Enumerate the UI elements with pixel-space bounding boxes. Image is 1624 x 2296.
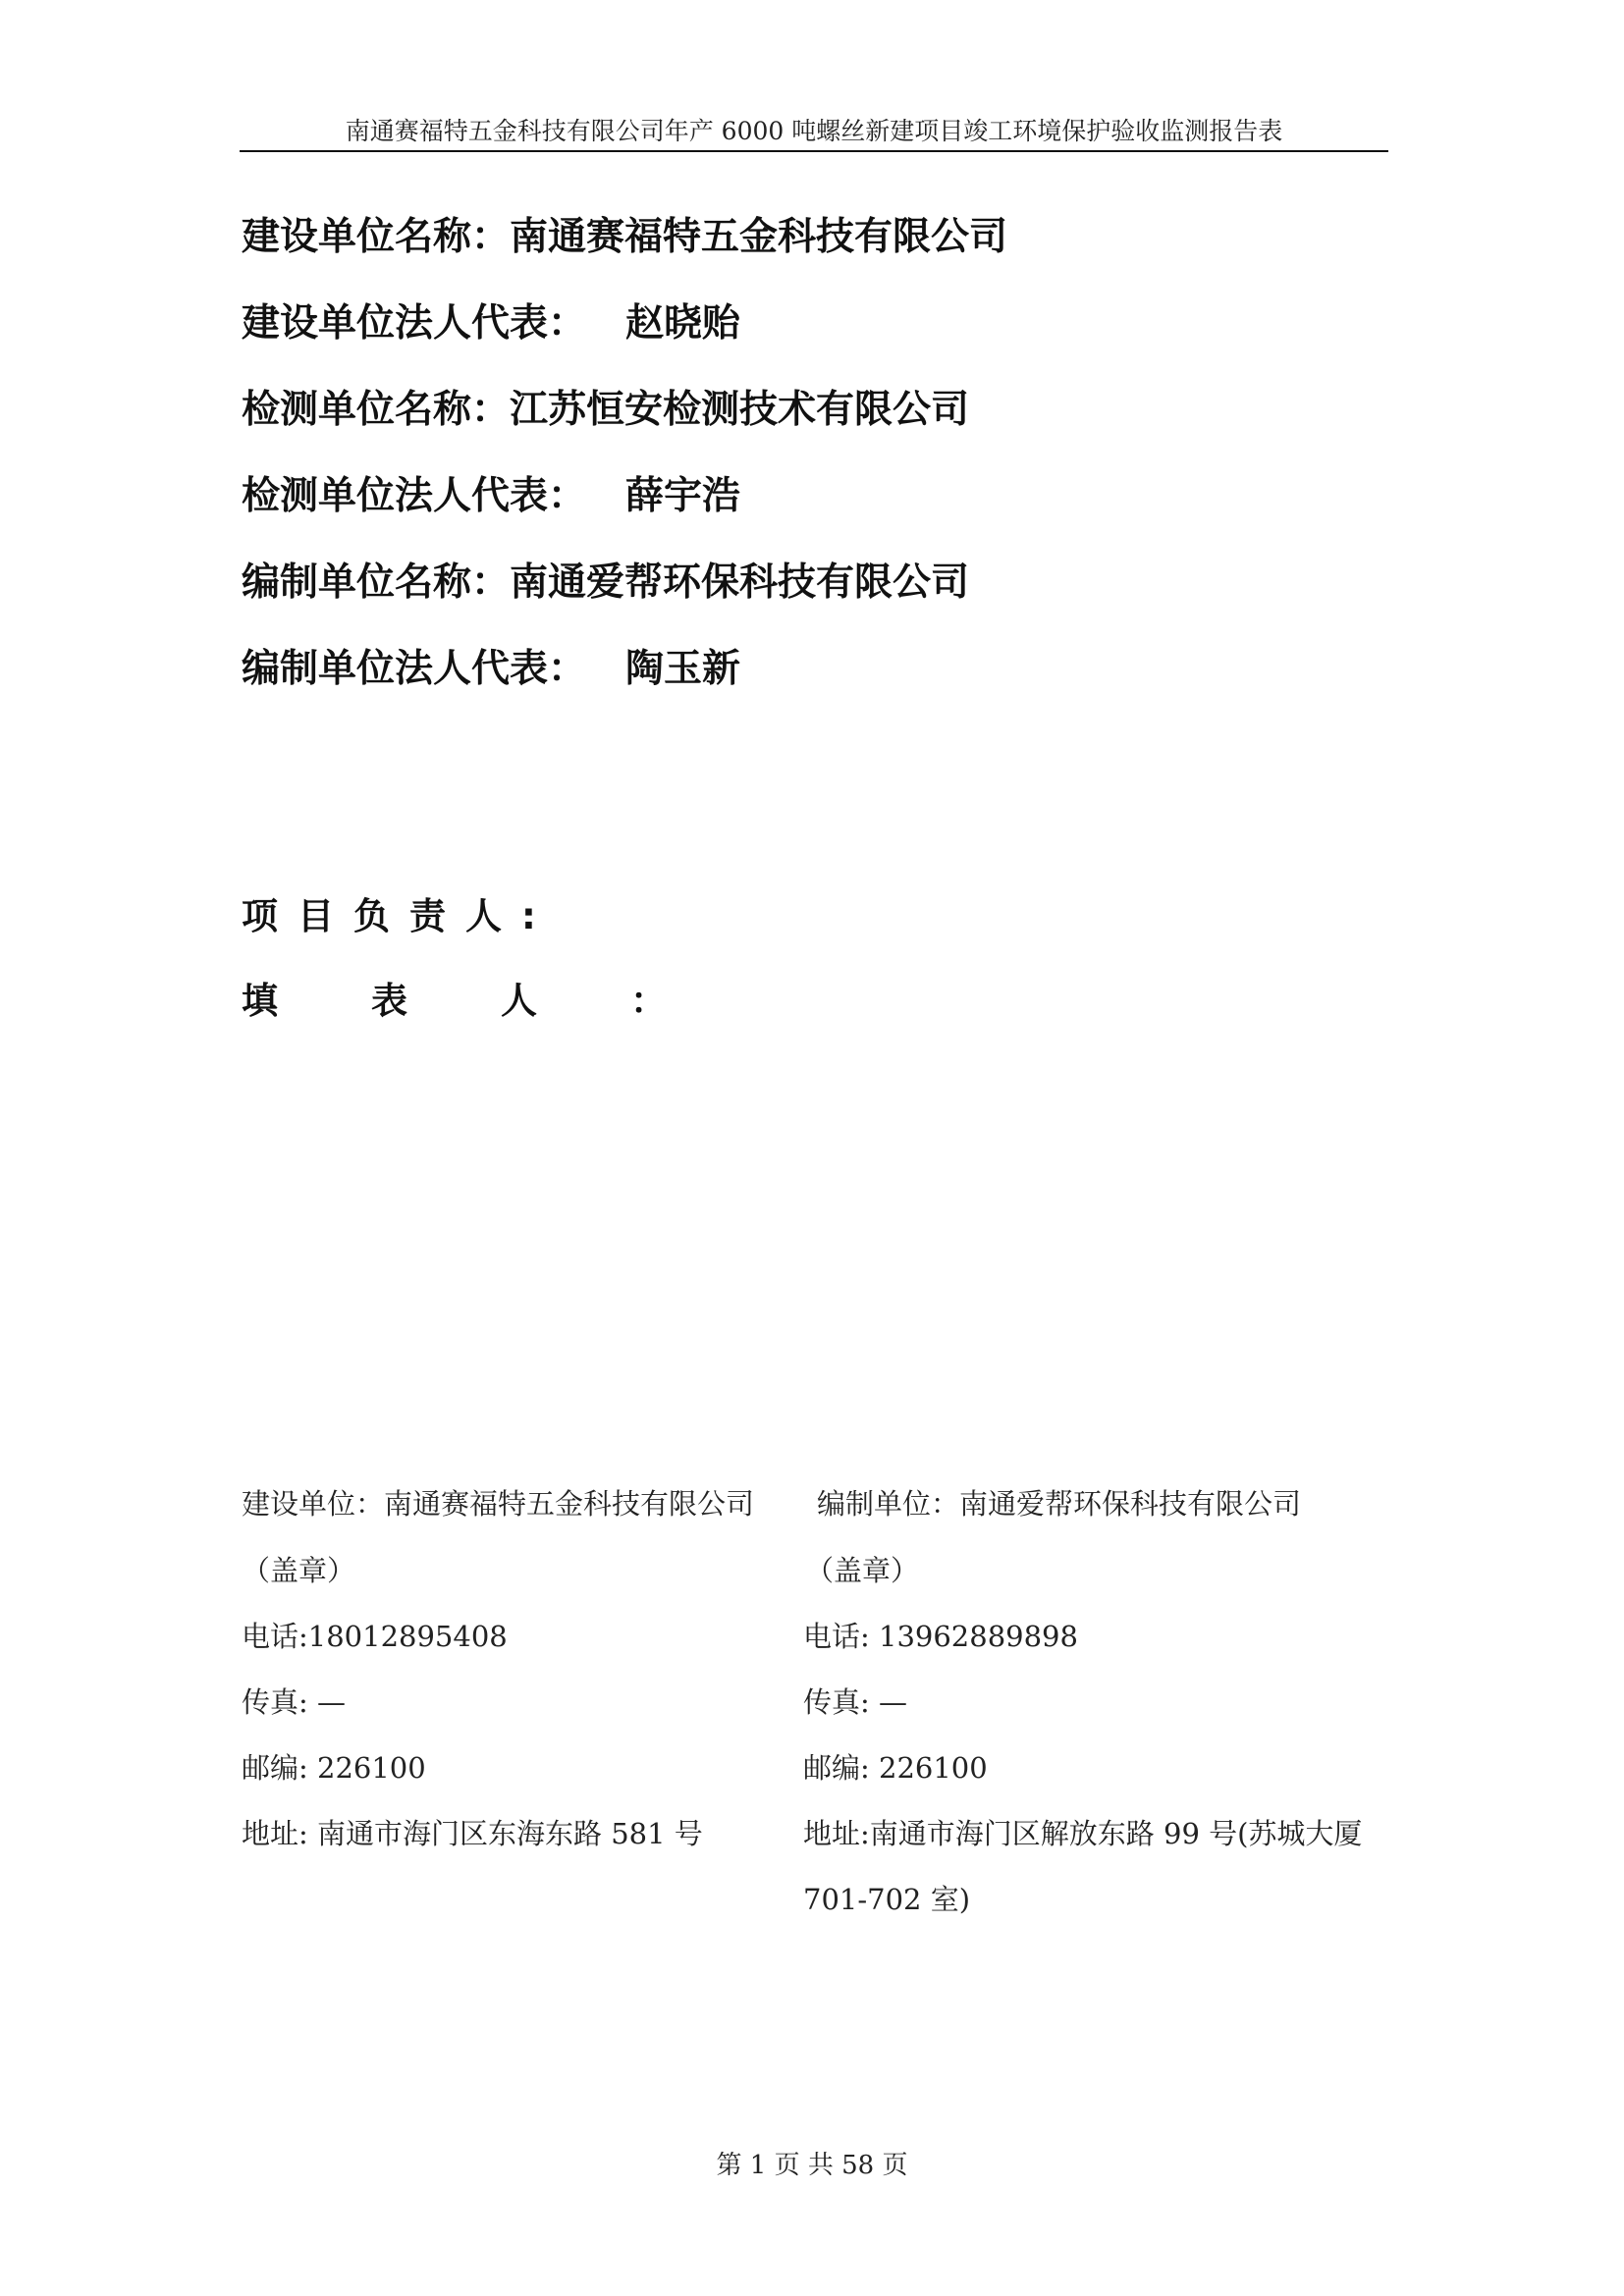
info-label: 检测单位法人代表： <box>242 474 587 518</box>
left-unit: 建设单位：南通赛福特五金科技有限公司 <box>242 1487 755 1521</box>
right-seal: （盖章） <box>805 1554 920 1587</box>
header-divider <box>240 150 1388 152</box>
info-value: 赵晓贻 <box>625 301 741 346</box>
right-address-line2: 701-702 室) <box>803 1883 971 1916</box>
right-phone: 电话: 13962889898 <box>803 1620 1078 1653</box>
info-label: 编制单位法人代表： <box>242 647 587 691</box>
info-testing-unit <box>242 383 969 438</box>
right-fax: 传真: — <box>803 1685 907 1719</box>
right-address-line1: 地址:南通市海门区解放东路 99 号(苏城大厦 <box>803 1817 1363 1850</box>
info-value: 江苏恒安检测技术有限公司 <box>510 388 970 432</box>
page-header-title: 南通赛福特五金科技有限公司年产 6000 吨螺丝新建项目竣工环境保护验收监测报告表 <box>345 117 1283 145</box>
left-seal: （盖章） <box>242 1554 356 1587</box>
info-label: 建设单位名称： <box>242 215 511 259</box>
filler-label: 填表人： <box>242 980 760 1022</box>
info-value: 南通爱帮环保科技有限公司 <box>510 561 970 605</box>
right-postcode: 邮编: 226100 <box>803 1751 988 1785</box>
info-value: 陶玉新 <box>625 647 741 691</box>
info-compiling-unit <box>242 556 969 611</box>
project-lead-label: 项目负责人: <box>242 895 556 937</box>
info-construction-legal-rep <box>242 296 740 351</box>
left-phone: 电话:18012895408 <box>242 1620 508 1653</box>
page-number: 第 1 页 共 58 页 <box>716 2151 908 2180</box>
left-address: 地址: 南通市海门区东海东路 581 号 <box>242 1817 703 1850</box>
info-value: 南通赛福特五金科技有限公司 <box>510 215 1008 259</box>
left-fax: 传真: — <box>242 1685 346 1719</box>
info-construction-unit <box>242 210 1007 265</box>
left-postcode: 邮编: 226100 <box>242 1751 426 1785</box>
info-label: 编制单位名称： <box>242 561 511 605</box>
info-label: 建设单位法人代表： <box>242 301 587 346</box>
info-value: 薛宇浩 <box>625 474 741 518</box>
info-testing-legal-rep <box>242 469 740 524</box>
right-unit: 编制单位：南通爱帮环保科技有限公司 <box>817 1487 1302 1521</box>
info-compiling-legal-rep <box>242 642 740 697</box>
info-label: 检测单位名称： <box>242 388 511 432</box>
